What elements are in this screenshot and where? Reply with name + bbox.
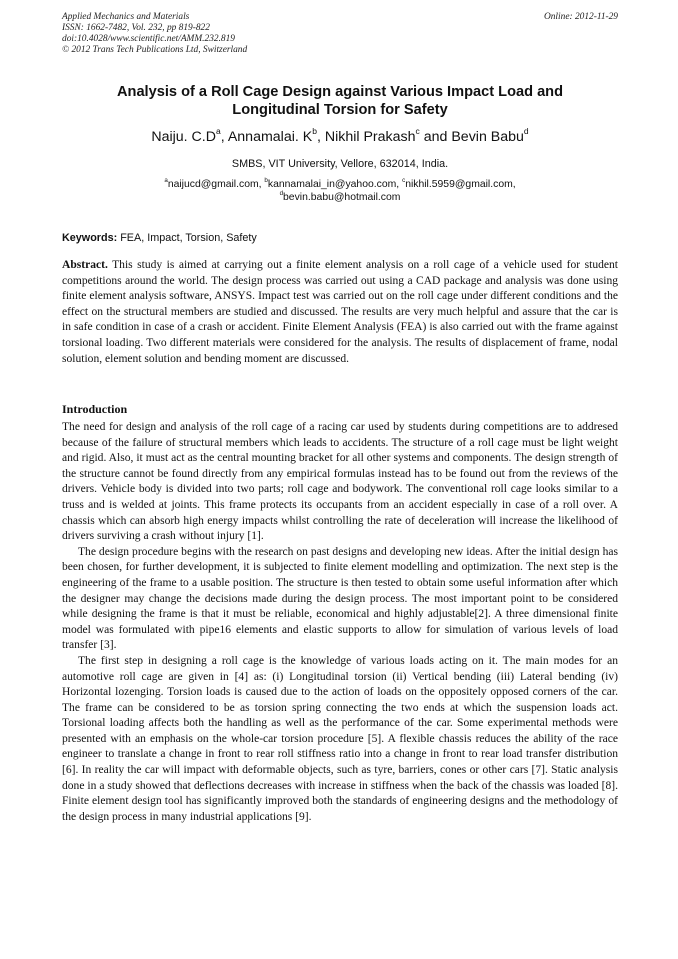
- title-line-2: Longitudinal Torsion for Safety: [232, 102, 448, 118]
- issn-line: ISSN: 1662-7482, Vol. 232, pp 819-822: [62, 23, 210, 33]
- keywords: [62, 232, 618, 245]
- paragraph: The design procedure begins with the research on past designs and developing new ideas. After the initial design has been chosen, for further development, it is subjected to finite element modelling and optimization. The next step is the engineering of the frame to a usable position. The structure is then tested to obtain some useful information after which the designer may change the decisions made during the design process. The most important point to be considered while designing the frame is that it must be reliable, economical and highly adjustable[2]. A three dimensional finite model was formulated with pipe16 elements and elastic supports to allow for simulation of various levels of load transfer [3].: [62, 545, 618, 652]
- abstract-text: This study is aimed at carrying out a finite element analysis on a roll cage of a vehicle used for student competitions around the world. The design process was carried out using a CAD package and analysis was done using finite element analysis software, ANSYS. Impact test was carried out on the roll cage under different conditions and the effect on the structural members are studied and discussed. The results are very much helpful and assure that the car is in safe condition in case of a crash or accident. Finite Element Analysis (FEA) is also carried out with the frame against torsional loading. Two different materials were considered for the analysis. The results of displacement of frame, nodal solution, element solution and bending moment are discussed.: [62, 259, 618, 365]
- author-emails: [62, 178, 618, 204]
- title-line-1: Analysis of a Roll Cage Design against Various Impact Load and: [116, 84, 564, 100]
- paper-title: [62, 83, 618, 119]
- abstract: [62, 258, 618, 367]
- introduction-body: [62, 420, 618, 825]
- introduction-heading: Introduction: [62, 402, 128, 416]
- journal-header: [62, 12, 618, 56]
- doi-line[interactable]: doi:10.4028/www.scientific.net/AMM.232.819: [62, 34, 235, 44]
- keywords-text: FEA, Impact, Torsion, Safety: [117, 232, 257, 244]
- author-name: Bevin Babu: [451, 129, 524, 145]
- email-separator: ,: [258, 179, 265, 190]
- paragraph: The need for design and analysis of the roll cage of a racing car used by students during competitions are to addresed because of the failure of structural members which leads to accidents. The structure of a roll cage must be light weight and rigid. Also, it must act as the central mounting bracket for all other systems and components. The design strength of the structure cannot be found directly from any empirical formulas instead has to be found out from the reviews of the drivers. Vehicle body is divided into two parts; roll cage and bodywork. The conventional roll cage looks similar to a truss and is welded at joints. This frame protects its occupants from an accident especially in case of a roll over. A chassis which can absorb high energy impacts whilst controlling the rate of deceleration will increase the likelihood of drivers surviving a crash without injury [1].: [62, 421, 618, 543]
- author-sup: c: [415, 126, 420, 136]
- email-line-1: [62, 178, 618, 191]
- author-separator: ,: [316, 129, 325, 145]
- author-name: Naiju. C.D: [151, 129, 216, 145]
- journal-name: Applied Mechanics and Materials: [62, 12, 190, 22]
- email-sup: c: [402, 176, 406, 184]
- author-sup: d: [523, 126, 529, 136]
- paragraph: The first step in designing a roll cage is the knowledge of various loads acting on it. The main modes for an automotive roll cage are given in [4] as: (i) Longitudinal torsion (ii) Vertical bending (iii) Lateral bending (iv) Horizontal lozenging. Torsion loads is caused due to the action of loads on the oppositely opposed corners of the car. The frame can be considered to be as torsion spring connecting the two ends at which the suspension loads act. Torsional loading affects both the handling as well as the performance of the car. Some experimental methods were presented with an emphasis on the whole-car torsion procedure [5]. A flexible chassis reduces the ability of the race engineer to translate a change in front to rear roll stiffness ratio into a change in front to rear load transfer distribution [6]. In reality the car will impact with deformable objects, such as tyre, barriers, cones or other cars [7]. Static analysis done in a study showed that deflections decreases with increase in stiffness when the back of the chassis was loaded [8]. Finite element design tool has significantly improved both the standards of engineering designs and the methodology of the design process in many industrial applications [9].: [62, 654, 618, 823]
- email-line-2: [62, 191, 618, 204]
- author-separator: ,: [220, 129, 228, 145]
- author-list: [62, 128, 618, 146]
- abstract-label: Abstract.: [62, 259, 108, 271]
- email-separator: ,: [396, 179, 403, 190]
- author-sup: a: [215, 126, 221, 136]
- email-separator: ,: [512, 179, 516, 190]
- author-name: Annamalai. K: [227, 129, 313, 145]
- author-sup: b: [312, 126, 317, 136]
- email-link[interactable]: kannamalai_in@yahoo.com: [267, 179, 397, 190]
- email-sup: a: [164, 176, 168, 184]
- email-link[interactable]: nikhil.5959@gmail.com: [405, 179, 513, 190]
- affiliation: SMBS, VIT University, Vellore, 632014, India.: [231, 158, 449, 170]
- email-link[interactable]: bevin.babu@hotmail.com: [283, 192, 401, 203]
- author-name: Nikhil Prakash: [324, 129, 416, 145]
- email-sup: d: [279, 189, 284, 197]
- author-separator: and: [419, 129, 452, 145]
- copyright-line: © 2012 Trans Tech Publications Ltd, Switzerland: [62, 45, 248, 55]
- online-date: Online: 2012-11-29: [543, 12, 618, 22]
- keywords-label: Keywords:: [62, 232, 118, 244]
- email-link[interactable]: naijucd@gmail.com: [167, 179, 259, 190]
- email-sup: b: [264, 176, 268, 184]
